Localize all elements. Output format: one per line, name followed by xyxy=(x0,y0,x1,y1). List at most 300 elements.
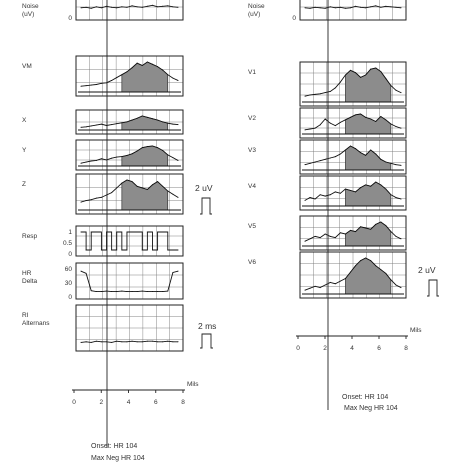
left-panel-2-point xyxy=(126,121,127,122)
right-panel-5-point xyxy=(340,232,341,233)
right-panel-5-point xyxy=(385,225,386,226)
left-panel-5-point xyxy=(96,232,97,233)
left-panel-4-point xyxy=(126,180,127,181)
right-panel-5-point xyxy=(360,226,361,227)
right-x-tick-label: 6 xyxy=(377,345,381,352)
right-panel-0-point xyxy=(360,7,361,8)
left-panel-1-point xyxy=(147,62,148,63)
left-panel-0-point xyxy=(86,7,87,8)
right-panel-0-point xyxy=(340,7,341,8)
right-panel-4-point xyxy=(305,200,306,201)
right-panel-4-label: V4 xyxy=(248,183,256,190)
left-panel-1-point xyxy=(137,63,138,64)
left-panel-6-point xyxy=(137,291,138,292)
right-calibration: 2 uV xyxy=(418,265,436,275)
left-panel-3-point xyxy=(162,150,163,151)
right-panel-1-point xyxy=(350,70,351,71)
left-panel-6-point xyxy=(132,291,133,292)
left-panel-2-point xyxy=(91,125,92,126)
right-panel-3-point xyxy=(375,154,376,155)
right-panel-1-point xyxy=(395,90,396,91)
left-panel-6-point xyxy=(152,291,153,292)
right-panel-4-point xyxy=(401,198,402,199)
left-calibration-upper: 2 uV xyxy=(195,183,213,193)
left-panel-1-point xyxy=(101,83,102,84)
left-annotation-onset: Onset: HR 104 xyxy=(91,443,138,450)
left-calibration-pulse-lower xyxy=(200,334,213,348)
left-panel-0-point xyxy=(81,7,82,8)
right-panel-6-point xyxy=(360,260,361,261)
left-panel-1-point xyxy=(157,66,158,67)
right-calibration-pulse xyxy=(427,280,439,296)
right-panel-5-point xyxy=(355,231,356,232)
left-panel-6-label: HR xyxy=(22,270,32,277)
left-panel-4-point xyxy=(86,200,87,201)
right-panel-1-label: V1 xyxy=(248,69,256,76)
right-panel-2-point xyxy=(355,114,356,115)
right-panel-5-label: V5 xyxy=(248,223,256,230)
left-panel-2-point xyxy=(162,121,163,122)
right-panel-2-point xyxy=(385,119,386,120)
left-panel-5-point xyxy=(91,232,92,233)
right-panel-2-point xyxy=(380,116,381,117)
left-panel-3-label: Y xyxy=(22,147,27,154)
left-panel-6-point xyxy=(147,291,148,292)
left-panel-7-point xyxy=(162,341,163,342)
left-panel-4-point xyxy=(81,202,82,203)
right-panel-2-point xyxy=(310,129,311,130)
right-panel-0-point xyxy=(305,7,306,8)
left-panel-4-label: Z xyxy=(22,181,26,188)
left-panel-4-point xyxy=(147,189,148,190)
left-panel-1-point xyxy=(86,85,87,86)
right-panel-6-point xyxy=(330,282,331,283)
left-panel-5-point xyxy=(121,250,122,251)
right-panel-2-point xyxy=(340,122,341,123)
left-panel-1-fill xyxy=(122,62,168,92)
left-panel-3-point xyxy=(157,147,158,148)
left-panel-0-point xyxy=(157,6,158,7)
right-panel-0-point xyxy=(401,7,402,8)
left-panel-2-point xyxy=(132,120,133,121)
left-panel-7-point xyxy=(178,341,179,342)
right-panel-1-point xyxy=(305,96,306,97)
right-panel-0-point xyxy=(310,8,311,9)
right-panel-1-point xyxy=(360,77,361,78)
right-panel-0-point xyxy=(350,7,351,8)
left-panel-3-point xyxy=(96,160,97,161)
right-panel-6-point xyxy=(350,272,351,273)
right-panel-1-point xyxy=(365,75,366,76)
right-panel-4-point xyxy=(325,196,326,197)
right-panel-0-point xyxy=(355,6,356,7)
right-panel-0-point xyxy=(390,6,391,7)
right-panel-6-point xyxy=(325,285,326,286)
left-panel-5-point xyxy=(152,250,153,251)
right-panel-2-point xyxy=(375,121,376,122)
left-panel-7-point xyxy=(167,341,168,342)
left-panel-2-point xyxy=(137,118,138,119)
right-panel-6-point xyxy=(390,279,391,280)
right-panel-3-point xyxy=(350,146,351,147)
left-panel-0-point xyxy=(116,7,117,8)
right-panel-6-point xyxy=(320,287,321,288)
right-panel-2-point xyxy=(320,124,321,125)
left-panel-5-point xyxy=(137,232,138,233)
right-panel-4-point xyxy=(380,184,381,185)
left-panel-4-point xyxy=(178,197,179,198)
left-panel-3-point xyxy=(101,158,102,159)
left-panel-5-point xyxy=(81,232,82,233)
left-panel-3-point xyxy=(116,157,117,158)
left-panel-1-point xyxy=(172,78,173,79)
left-x-unit: Mils xyxy=(187,381,199,388)
right-panel-0-sublabel: (uV) xyxy=(248,11,261,18)
right-panel-4-point xyxy=(355,191,356,192)
right-panel-3-label: V3 xyxy=(248,147,256,154)
left-panel-0-point xyxy=(91,8,92,9)
right-panel-1-point xyxy=(401,92,402,93)
left-x-tick-label: 8 xyxy=(181,399,185,406)
right-panel-6-point xyxy=(310,288,311,289)
right-panel-2-point xyxy=(390,124,391,125)
left-panel-2-point xyxy=(121,122,122,123)
left-x-tick-label: 6 xyxy=(153,399,158,406)
left-panel-3-point xyxy=(147,146,148,147)
right-panel-5-point xyxy=(401,238,402,239)
right-panel-2-point xyxy=(365,117,366,118)
right-panel-2-point xyxy=(360,114,361,115)
left-panel-5-point xyxy=(111,250,112,251)
left-panel-2-point xyxy=(147,117,148,118)
right-x-tick-label: 2 xyxy=(323,345,327,352)
right-panel-0-point xyxy=(325,8,326,9)
left-panel-6-point xyxy=(157,291,158,292)
left-panel-7-point xyxy=(81,342,82,343)
left-panel-3-point xyxy=(172,157,173,158)
right-panel-0-point xyxy=(365,7,366,8)
right-annotation-maxneg: Max Neg HR 104 xyxy=(344,405,398,412)
left-panel-5-point xyxy=(147,232,148,233)
left-panel-3-point xyxy=(121,156,122,157)
left-panel-4-point xyxy=(101,197,102,198)
right-panel-5-point xyxy=(365,228,366,229)
right-panel-1-point xyxy=(380,71,381,72)
left-panel-5-ytick: 0 xyxy=(68,251,72,258)
left-panel-1-label: VM xyxy=(22,63,32,70)
left-panel-7-point xyxy=(116,341,117,342)
left-panel-2-point xyxy=(142,116,143,117)
right-panel-0-point xyxy=(335,7,336,8)
left-panel-0-label: Noise xyxy=(22,3,39,10)
right-panel-3-point xyxy=(380,159,381,160)
right-x-tick-label: 4 xyxy=(350,345,354,352)
left-panel-4-point xyxy=(121,183,122,184)
right-panel-4-point xyxy=(350,190,351,191)
right-panel-4-point xyxy=(335,191,336,192)
right-panel-5-point xyxy=(350,230,351,231)
left-panel-0-point xyxy=(147,6,148,7)
left-panel-0-point xyxy=(172,6,173,7)
left-panel-0-point xyxy=(162,6,163,7)
left-panel-6-point xyxy=(172,272,173,273)
left-panel-7-point xyxy=(121,341,122,342)
left-calibration-lower: 2 ms xyxy=(198,321,217,331)
left-panel-3-point xyxy=(137,151,138,152)
left-panel-2-point xyxy=(111,124,112,125)
left-panel-7-point xyxy=(142,341,143,342)
left-panel-5-point xyxy=(101,250,102,251)
left-panel-4-point xyxy=(132,181,133,182)
left-panel-6-point xyxy=(121,291,122,292)
left-panel-7-point xyxy=(157,341,158,342)
left-panel-1-point xyxy=(167,74,168,75)
left-panel-2-label: X xyxy=(22,117,27,124)
right-panel-5-point xyxy=(315,236,316,237)
right-panel-4-point xyxy=(390,194,391,195)
right-panel-4-point xyxy=(340,193,341,194)
right-panel-1-point xyxy=(370,69,371,70)
right-panel-5-point xyxy=(310,238,311,239)
left-panel-7-point xyxy=(101,341,102,342)
left-panel-6-point xyxy=(116,291,117,292)
right-panel-3-fill xyxy=(345,146,390,170)
right-panel-4-point xyxy=(395,197,396,198)
right-panel-5-point xyxy=(375,224,376,225)
left-panel-4-point xyxy=(116,187,117,188)
left-panel-6-point xyxy=(101,291,102,292)
left-panel-1-point xyxy=(126,71,127,72)
right-panel-3-point xyxy=(355,148,356,149)
right-panel-4-point xyxy=(360,187,361,188)
right-panel-3-point xyxy=(365,155,366,156)
right-panel-3-point xyxy=(345,150,346,151)
right-panel-3-point xyxy=(305,164,306,165)
right-panel-5-point xyxy=(395,236,396,237)
right-panel-6-point xyxy=(340,281,341,282)
left-panel-2-point xyxy=(81,127,82,128)
right-panel-4-point xyxy=(385,189,386,190)
left-panel-3-point xyxy=(167,154,168,155)
right-panel-1-point xyxy=(335,87,336,88)
left-panel-0-sublabel: (uV) xyxy=(22,11,35,18)
right-x-tick-label: 0 xyxy=(296,345,300,352)
right-x-unit: Mils xyxy=(410,327,422,334)
left-panel-4-point xyxy=(172,194,173,195)
right-panel-5-fill xyxy=(345,222,390,246)
left-panel-4-point xyxy=(91,199,92,200)
left-panel-0-point xyxy=(137,6,138,7)
left-panel-2-point xyxy=(116,123,117,124)
left-panel-5-point xyxy=(167,250,168,251)
right-panel-3-point xyxy=(340,154,341,155)
left-panel-1-point xyxy=(132,67,133,68)
left-panel-0-point xyxy=(121,6,122,7)
left-panel-3-point xyxy=(91,161,92,162)
left-x-tick-label: 2 xyxy=(99,399,104,406)
right-panel-6-point xyxy=(345,278,346,279)
left-panel-0-point xyxy=(152,5,153,6)
right-panel-3-point xyxy=(325,159,326,160)
left-panel-1-point xyxy=(162,70,163,71)
left-panel-6-ytick: 30 xyxy=(64,280,72,287)
left-panel-6-point xyxy=(162,291,163,292)
left-panel-3-point xyxy=(81,163,82,164)
left-panel-7-point xyxy=(86,341,87,342)
right-panel-5-point xyxy=(325,234,326,235)
left-panel-0-point xyxy=(126,7,127,8)
right-panel-4-point xyxy=(345,189,346,190)
right-panel-6-label: V6 xyxy=(248,259,256,266)
left-panel-7-label: RI xyxy=(22,312,29,319)
right-panel-1-point xyxy=(340,82,341,83)
left-x-tick-label: 4 xyxy=(126,399,131,406)
left-panel-4-point xyxy=(157,181,158,182)
left-panel-6-point xyxy=(111,291,112,292)
right-panel-6-point xyxy=(370,260,371,261)
right-panel-6-point xyxy=(395,285,396,286)
right-panel-2-point xyxy=(330,123,331,124)
left-panel-6-point xyxy=(81,271,82,272)
left-panel-6-ytick: 60 xyxy=(64,266,72,273)
right-panel-3-point xyxy=(370,150,371,151)
left-panel-2-point xyxy=(157,120,158,121)
left-panel-2-point xyxy=(86,126,87,127)
right-panel-2-point xyxy=(395,126,396,127)
left-panel-5-point xyxy=(178,250,179,251)
left-panel-2-point xyxy=(96,125,97,126)
left-panel-5-point xyxy=(126,232,127,233)
left-panel-6-point xyxy=(96,291,97,292)
right-panel-1-point xyxy=(375,68,376,69)
left-panel-4-point xyxy=(111,192,112,193)
right-panel-3-point xyxy=(385,162,386,163)
right-panel-3-point xyxy=(395,164,396,165)
left-panel-3-point xyxy=(178,160,179,161)
right-annotation-onset: Onset: HR 104 xyxy=(342,394,389,401)
right-panel-0-point xyxy=(380,7,381,8)
left-panel-1-point xyxy=(81,86,82,87)
left-panel-6-sublabel: Delta xyxy=(22,278,38,285)
right-panel-3-point xyxy=(320,160,321,161)
right-panel-5-point xyxy=(320,237,321,238)
right-panel-4-point xyxy=(330,194,331,195)
right-panel-4-point xyxy=(375,182,376,183)
right-x-tick-label: 8 xyxy=(404,345,408,352)
left-panel-4-point xyxy=(137,186,138,187)
left-panel-4-point xyxy=(142,187,143,188)
left-panel-7-point xyxy=(111,342,112,343)
right-panel-5-point xyxy=(305,241,306,242)
right-panel-1-point xyxy=(330,91,331,92)
right-panel-5-point xyxy=(335,237,336,238)
left-panel-5-point xyxy=(142,250,143,251)
left-panel-1-point xyxy=(91,85,92,86)
left-panel-0-point xyxy=(178,7,179,8)
right-panel-3-point xyxy=(390,163,391,164)
right-panel-0-label: Noise xyxy=(248,3,265,10)
right-panel-5-point xyxy=(330,236,331,237)
right-panel-5-point xyxy=(345,234,346,235)
right-panel-0-point xyxy=(370,6,371,7)
left-panel-4-point xyxy=(167,191,168,192)
right-panel-5-point xyxy=(390,231,391,232)
right-panel-6-point xyxy=(365,258,366,259)
left-panel-1-point xyxy=(116,77,117,78)
right-panel-3-point xyxy=(330,158,331,159)
right-panel-3-point xyxy=(335,156,336,157)
left-panel-7-point xyxy=(137,341,138,342)
right-panel-2-point xyxy=(401,128,402,129)
right-panel-0-point xyxy=(395,7,396,8)
left-panel-6-ytick: 0 xyxy=(68,294,72,301)
right-panel-6-point xyxy=(401,287,402,288)
right-panel-2-point xyxy=(335,125,336,126)
left-panel-0-point xyxy=(111,7,112,8)
right-panel-2-point xyxy=(305,129,306,130)
left-panel-2-point xyxy=(101,124,102,125)
right-panel-5-point xyxy=(370,229,371,230)
left-panel-2-point xyxy=(167,123,168,124)
left-panel-7-point xyxy=(152,341,153,342)
left-panel-4-point xyxy=(96,198,97,199)
left-panel-3-point xyxy=(111,158,112,159)
left-panel-7-point xyxy=(132,341,133,342)
left-panel-2-point xyxy=(152,118,153,119)
right-panel-3-point xyxy=(315,162,316,163)
left-panel-5-point xyxy=(172,250,173,251)
right-panel-6-point xyxy=(380,269,381,270)
right-panel-2-fill xyxy=(345,114,390,134)
right-panel-2-point xyxy=(325,119,326,120)
left-panel-6-point xyxy=(91,290,92,291)
left-panel-5-ytick: 0.5 xyxy=(62,240,72,247)
left-panel-7-point xyxy=(147,341,148,342)
right-panel-0-point xyxy=(320,7,321,8)
left-panel-6-point xyxy=(126,291,127,292)
left-panel-0-ytick: 0 xyxy=(68,15,72,22)
right-panel-1-point xyxy=(325,92,326,93)
right-panel-1-point xyxy=(345,75,346,76)
left-panel-6-point xyxy=(86,273,87,274)
right-panel-0-point xyxy=(375,5,376,6)
left-panel-3-point xyxy=(132,153,133,154)
right-panel-1-point xyxy=(320,93,321,94)
right-panel-6-point xyxy=(355,265,356,266)
right-panel-6-point xyxy=(315,286,316,287)
left-panel-0-point xyxy=(142,7,143,8)
left-x-tick-label: 0 xyxy=(72,399,76,406)
right-panel-0-point xyxy=(315,7,316,8)
right-panel-4-point xyxy=(370,186,371,187)
right-panel-1-point xyxy=(355,72,356,73)
left-panel-1-point xyxy=(178,80,179,81)
left-panel-6-point xyxy=(167,291,168,292)
right-panel-0-ytick: 0 xyxy=(292,15,296,22)
right-panel-1-point xyxy=(310,94,311,95)
left-panel-4-point xyxy=(162,186,163,187)
right-panel-4-point xyxy=(320,194,321,195)
left-panel-1-point xyxy=(121,74,122,75)
right-panel-0-point xyxy=(385,6,386,7)
right-panel-0-point xyxy=(330,6,331,7)
left-panel-7-point xyxy=(91,342,92,343)
left-panel-3-point xyxy=(152,146,153,147)
right-panel-2-point xyxy=(350,117,351,118)
right-panel-2-point xyxy=(370,119,371,120)
right-panel-4-point xyxy=(310,197,311,198)
right-panel-2-label: V2 xyxy=(248,115,256,122)
